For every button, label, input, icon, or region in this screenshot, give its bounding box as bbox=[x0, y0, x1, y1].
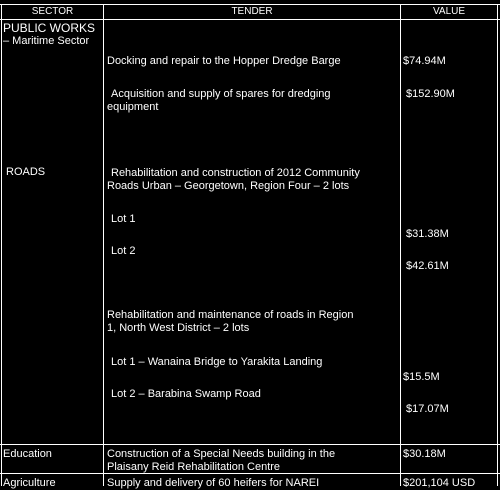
tender-roads-georgetown-line2: Roads Urban – Georgetown, Region Four – 2 lots bbox=[107, 180, 350, 192]
header-separator bbox=[0, 19, 500, 20]
table-border-right bbox=[497, 4, 498, 486]
tender-roads-region1-line2: 1, North West District – 2 lots bbox=[107, 322, 250, 334]
sector-public-works: PUBLIC WORKS bbox=[3, 21, 96, 35]
tender-hopper-dredge: Docking and repair to the Hopper Dredge Barge bbox=[107, 55, 341, 67]
tender-heifers: Supply and delivery of 60 heifers for NAREI bbox=[107, 477, 320, 489]
value-heifers: $201,104 USD bbox=[403, 477, 476, 489]
value-lot-1: $31.38M bbox=[406, 228, 449, 240]
tender-dredging-spares-line2: equipment bbox=[107, 101, 159, 113]
row-separator-education bbox=[0, 444, 500, 445]
table-border-left bbox=[1, 4, 2, 486]
tender-roads-region1-line1: Rehabilitation and maintenance of roads in Region bbox=[107, 309, 354, 321]
lot-1: Lot 1 bbox=[111, 213, 136, 225]
sector-agriculture: Agriculture bbox=[3, 477, 56, 489]
table-border-top bbox=[0, 4, 500, 5]
lot-2-barabina: Lot 2 – Barabina Swamp Road bbox=[111, 388, 261, 400]
value-lot-2: $42.61M bbox=[406, 260, 449, 272]
value-dredging-spares: $152.90M bbox=[406, 88, 455, 100]
sector-education: Education bbox=[3, 448, 52, 460]
value-special-needs: $30.18M bbox=[403, 448, 446, 460]
lot-2: Lot 2 bbox=[111, 245, 136, 257]
tender-dredging-spares-line1: Acquisition and supply of spares for dredging bbox=[111, 88, 331, 100]
sector-public-works-sub: – Maritime Sector bbox=[3, 35, 90, 47]
column-divider-value bbox=[400, 4, 401, 486]
value-lot-1-wanaina: $15.5M bbox=[403, 371, 440, 383]
tender-roads-georgetown-line1: Rehabilitation and construction of 2012 Community bbox=[111, 167, 360, 179]
value-hopper-dredge: $74.94M bbox=[403, 55, 446, 67]
header-sector: SECTOR bbox=[31, 6, 74, 17]
tender-special-needs-line2: Plaisany Reid Rehabilitation Centre bbox=[107, 461, 281, 473]
sector-roads: ROADS bbox=[6, 166, 46, 178]
value-lot-2-barabina: $17.07M bbox=[406, 403, 449, 415]
header-tender: TENDER bbox=[231, 6, 273, 17]
header-value: VALUE bbox=[432, 6, 466, 17]
column-divider-sector bbox=[103, 4, 104, 486]
lot-1-wanaina: Lot 1 – Wanaina Bridge to Yarakita Landing bbox=[111, 356, 323, 368]
tender-special-needs-line1: Construction of a Special Needs building in the bbox=[107, 448, 336, 460]
